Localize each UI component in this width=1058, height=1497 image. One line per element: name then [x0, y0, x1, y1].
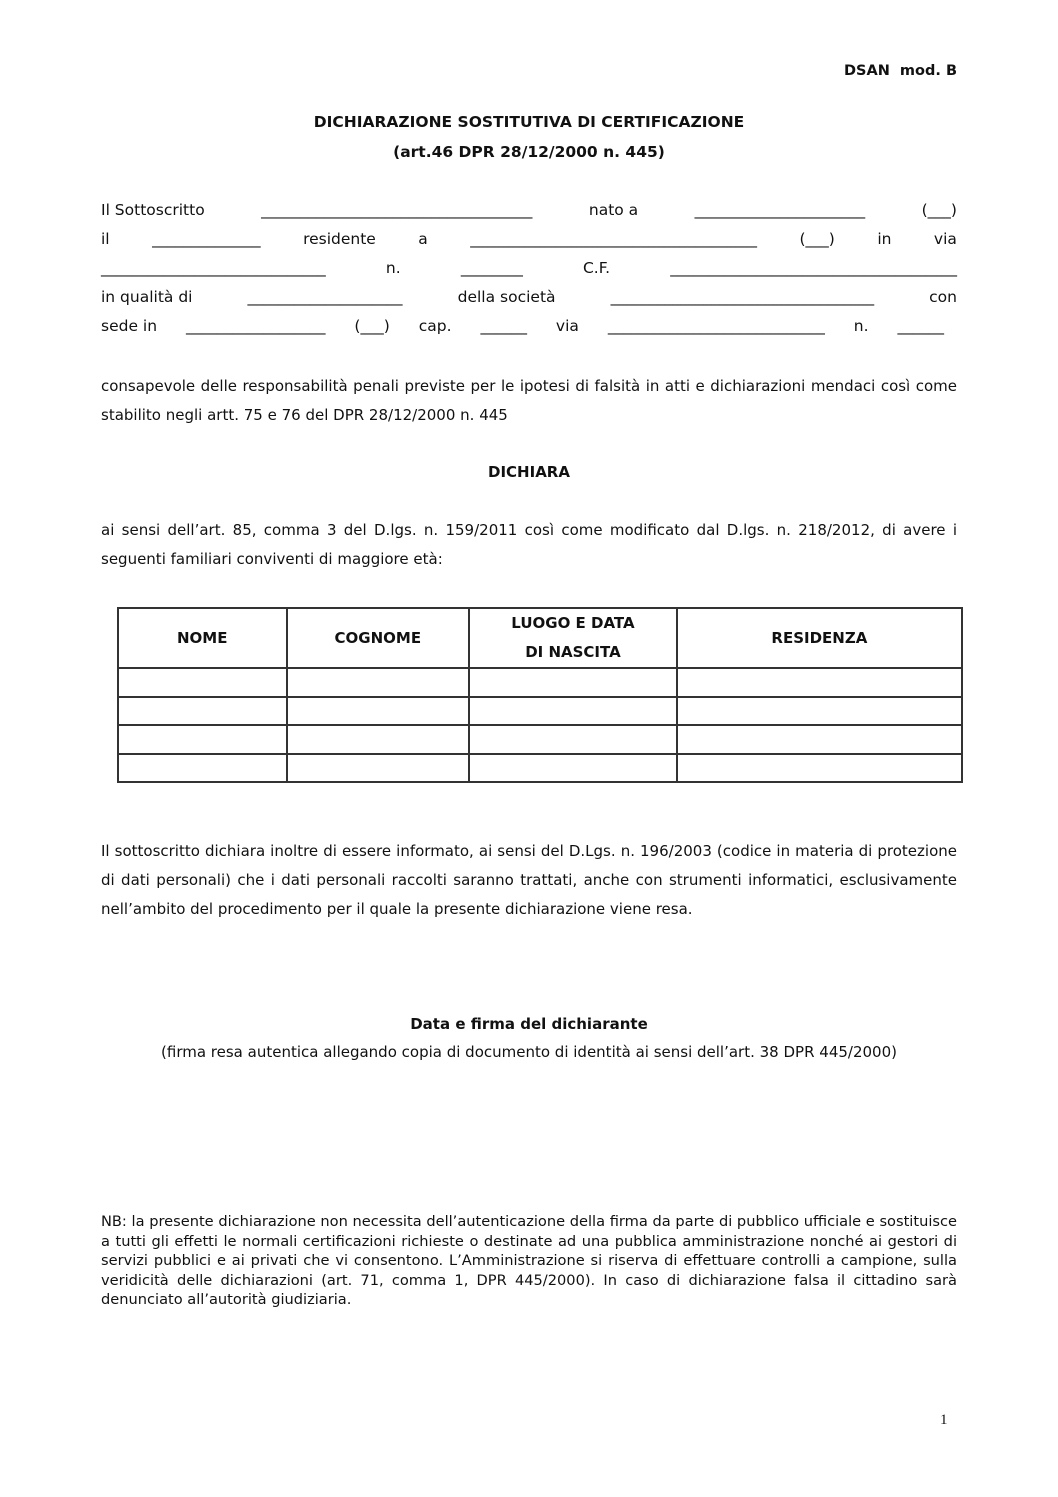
- table-row: [118, 725, 962, 754]
- family-members-table: [117, 607, 963, 783]
- form-text: n.: [853, 317, 869, 335]
- awareness-paragraph: consapevole delle responsabilità penali previste per le ipotesi di falsità in atti e dichiarazioni mendaci così come stabilito negli artt. 75 e 76 del DPR 28/12/2000 n. 445: [101, 377, 957, 424]
- form-text: in qualità di: [101, 288, 193, 306]
- signature-heading: Data e firma del dichiarante: [410, 1015, 648, 1033]
- column-header-luogo-data-nascita: LUOGO E DATA DI NASCITA: [469, 608, 677, 668]
- table-cell[interactable]: [469, 754, 677, 783]
- table-cell[interactable]: [469, 668, 677, 697]
- blank-field-cap[interactable]: ______: [480, 317, 527, 335]
- declaration-paragraph: ai sensi dell’art. 85, comma 3 del D.lgs. n. 159/2011 così come modificato dal D.lgs. n. 218/2012, di avere i seguenti familiari conviventi di maggiore età:: [101, 521, 957, 568]
- blank-field-name[interactable]: ___________________________________: [261, 201, 533, 219]
- form-line-company-seat: [101, 317, 944, 335]
- form-text: residente: [303, 230, 376, 248]
- form-text: in: [877, 230, 892, 248]
- table-cell[interactable]: [677, 725, 962, 754]
- table-cell[interactable]: [469, 697, 677, 726]
- form-text: il: [101, 230, 110, 248]
- table-cell[interactable]: [287, 668, 470, 697]
- declares-heading: DICHIARA: [488, 463, 570, 481]
- form-code: DSAN mod. B: [844, 63, 957, 79]
- form-line-residence: [101, 230, 957, 248]
- nb-paragraph: NB: la presente dichiarazione non necessita dell’autenticazione della firma da parte di pubblico ufficiale e sostituisce a tutti gli effetti le normali certificazioni richieste o destinate ad una pubblica amministrazione nonché ai gestori di servizi pubblici e ai privati che vi consentono. L’Amministrazione si riserva di effettuare controlli a campione, sulla veridicità delle dichiarazioni (art. 71, comma 1, DPR 445/2000). In caso di dichiarazione falsa il cittadino sarà denunciato all’autorità giudiziaria.: [101, 1213, 957, 1308]
- blank-field-street[interactable]: _____________________________: [101, 259, 326, 277]
- form-text: via: [933, 230, 957, 248]
- table-cell[interactable]: [677, 754, 962, 783]
- blank-field-tax-code[interactable]: _____________________________________: [670, 259, 957, 277]
- blank-field-seat-province[interactable]: (___): [354, 317, 390, 335]
- table-cell[interactable]: [677, 697, 962, 726]
- table-row: [118, 697, 962, 726]
- document-title: DICHIARAZIONE SOSTITUTIVA DI CERTIFICAZIONE: [313, 113, 745, 131]
- blank-field-role[interactable]: ____________________: [247, 288, 403, 306]
- form-text: sede in: [101, 317, 158, 335]
- table-cell[interactable]: [469, 725, 677, 754]
- form-line-role: [101, 288, 957, 306]
- column-header-cognome: COGNOME: [287, 608, 470, 668]
- blank-field-birthplace[interactable]: ______________________: [694, 201, 866, 219]
- form-text: con: [929, 288, 957, 306]
- blank-field-residence-province[interactable]: (___): [799, 230, 835, 248]
- table-cell[interactable]: [118, 725, 287, 754]
- table-cell[interactable]: [287, 754, 470, 783]
- blank-field-seat-city[interactable]: __________________: [185, 317, 326, 335]
- blank-field-street-number[interactable]: ________: [460, 259, 523, 277]
- blank-field-birth-province[interactable]: (___): [921, 201, 957, 219]
- signature-note: (firma resa autentica allegando copia di documento di identità ai sensi dell’art. 38 DPR 445/2000): [161, 1043, 897, 1061]
- form-text: Il Sottoscritto: [101, 201, 205, 219]
- table-cell[interactable]: [287, 697, 470, 726]
- column-header-residenza: RESIDENZA: [677, 608, 962, 668]
- blank-field-birthdate[interactable]: ______________: [152, 230, 261, 248]
- column-header-nome: NOME: [118, 608, 287, 668]
- form-text: C.F.: [582, 259, 611, 277]
- form-text: a: [418, 230, 428, 248]
- blank-field-seat-number[interactable]: ______: [897, 317, 944, 335]
- table-row: [118, 668, 962, 697]
- table-cell[interactable]: [287, 725, 470, 754]
- form-text: via: [555, 317, 579, 335]
- table-cell[interactable]: [118, 697, 287, 726]
- privacy-paragraph: Il sottoscritto dichiara inoltre di essere informato, ai sensi del D.Lgs. n. 196/2003 (codice in materia di protezione di dati personali) che i dati personali raccolti saranno trattati, anche con strumenti informatici, esclusivamente nell’ambito del procedimento per il quale la presente dichiarazione viene resa.: [101, 842, 957, 918]
- table-cell[interactable]: [677, 668, 962, 697]
- table-cell[interactable]: [118, 754, 287, 783]
- table-cell[interactable]: [118, 668, 287, 697]
- blank-field-residence-city[interactable]: _____________________________________: [470, 230, 758, 248]
- form-text: della società: [457, 288, 556, 306]
- document-subtitle: (art.46 DPR 28/12/2000 n. 445): [393, 143, 665, 161]
- blank-field-seat-street[interactable]: ____________________________: [607, 317, 825, 335]
- table-header-row: [118, 608, 962, 668]
- form-line-declarant: [101, 201, 957, 219]
- page-number: 1: [940, 1412, 948, 1428]
- table-row: [118, 754, 962, 783]
- form-text: n.: [385, 259, 401, 277]
- form-line-address: [101, 259, 957, 277]
- blank-field-company[interactable]: __________________________________: [610, 288, 875, 306]
- form-text: cap.: [418, 317, 452, 335]
- form-text: nato a: [588, 201, 639, 219]
